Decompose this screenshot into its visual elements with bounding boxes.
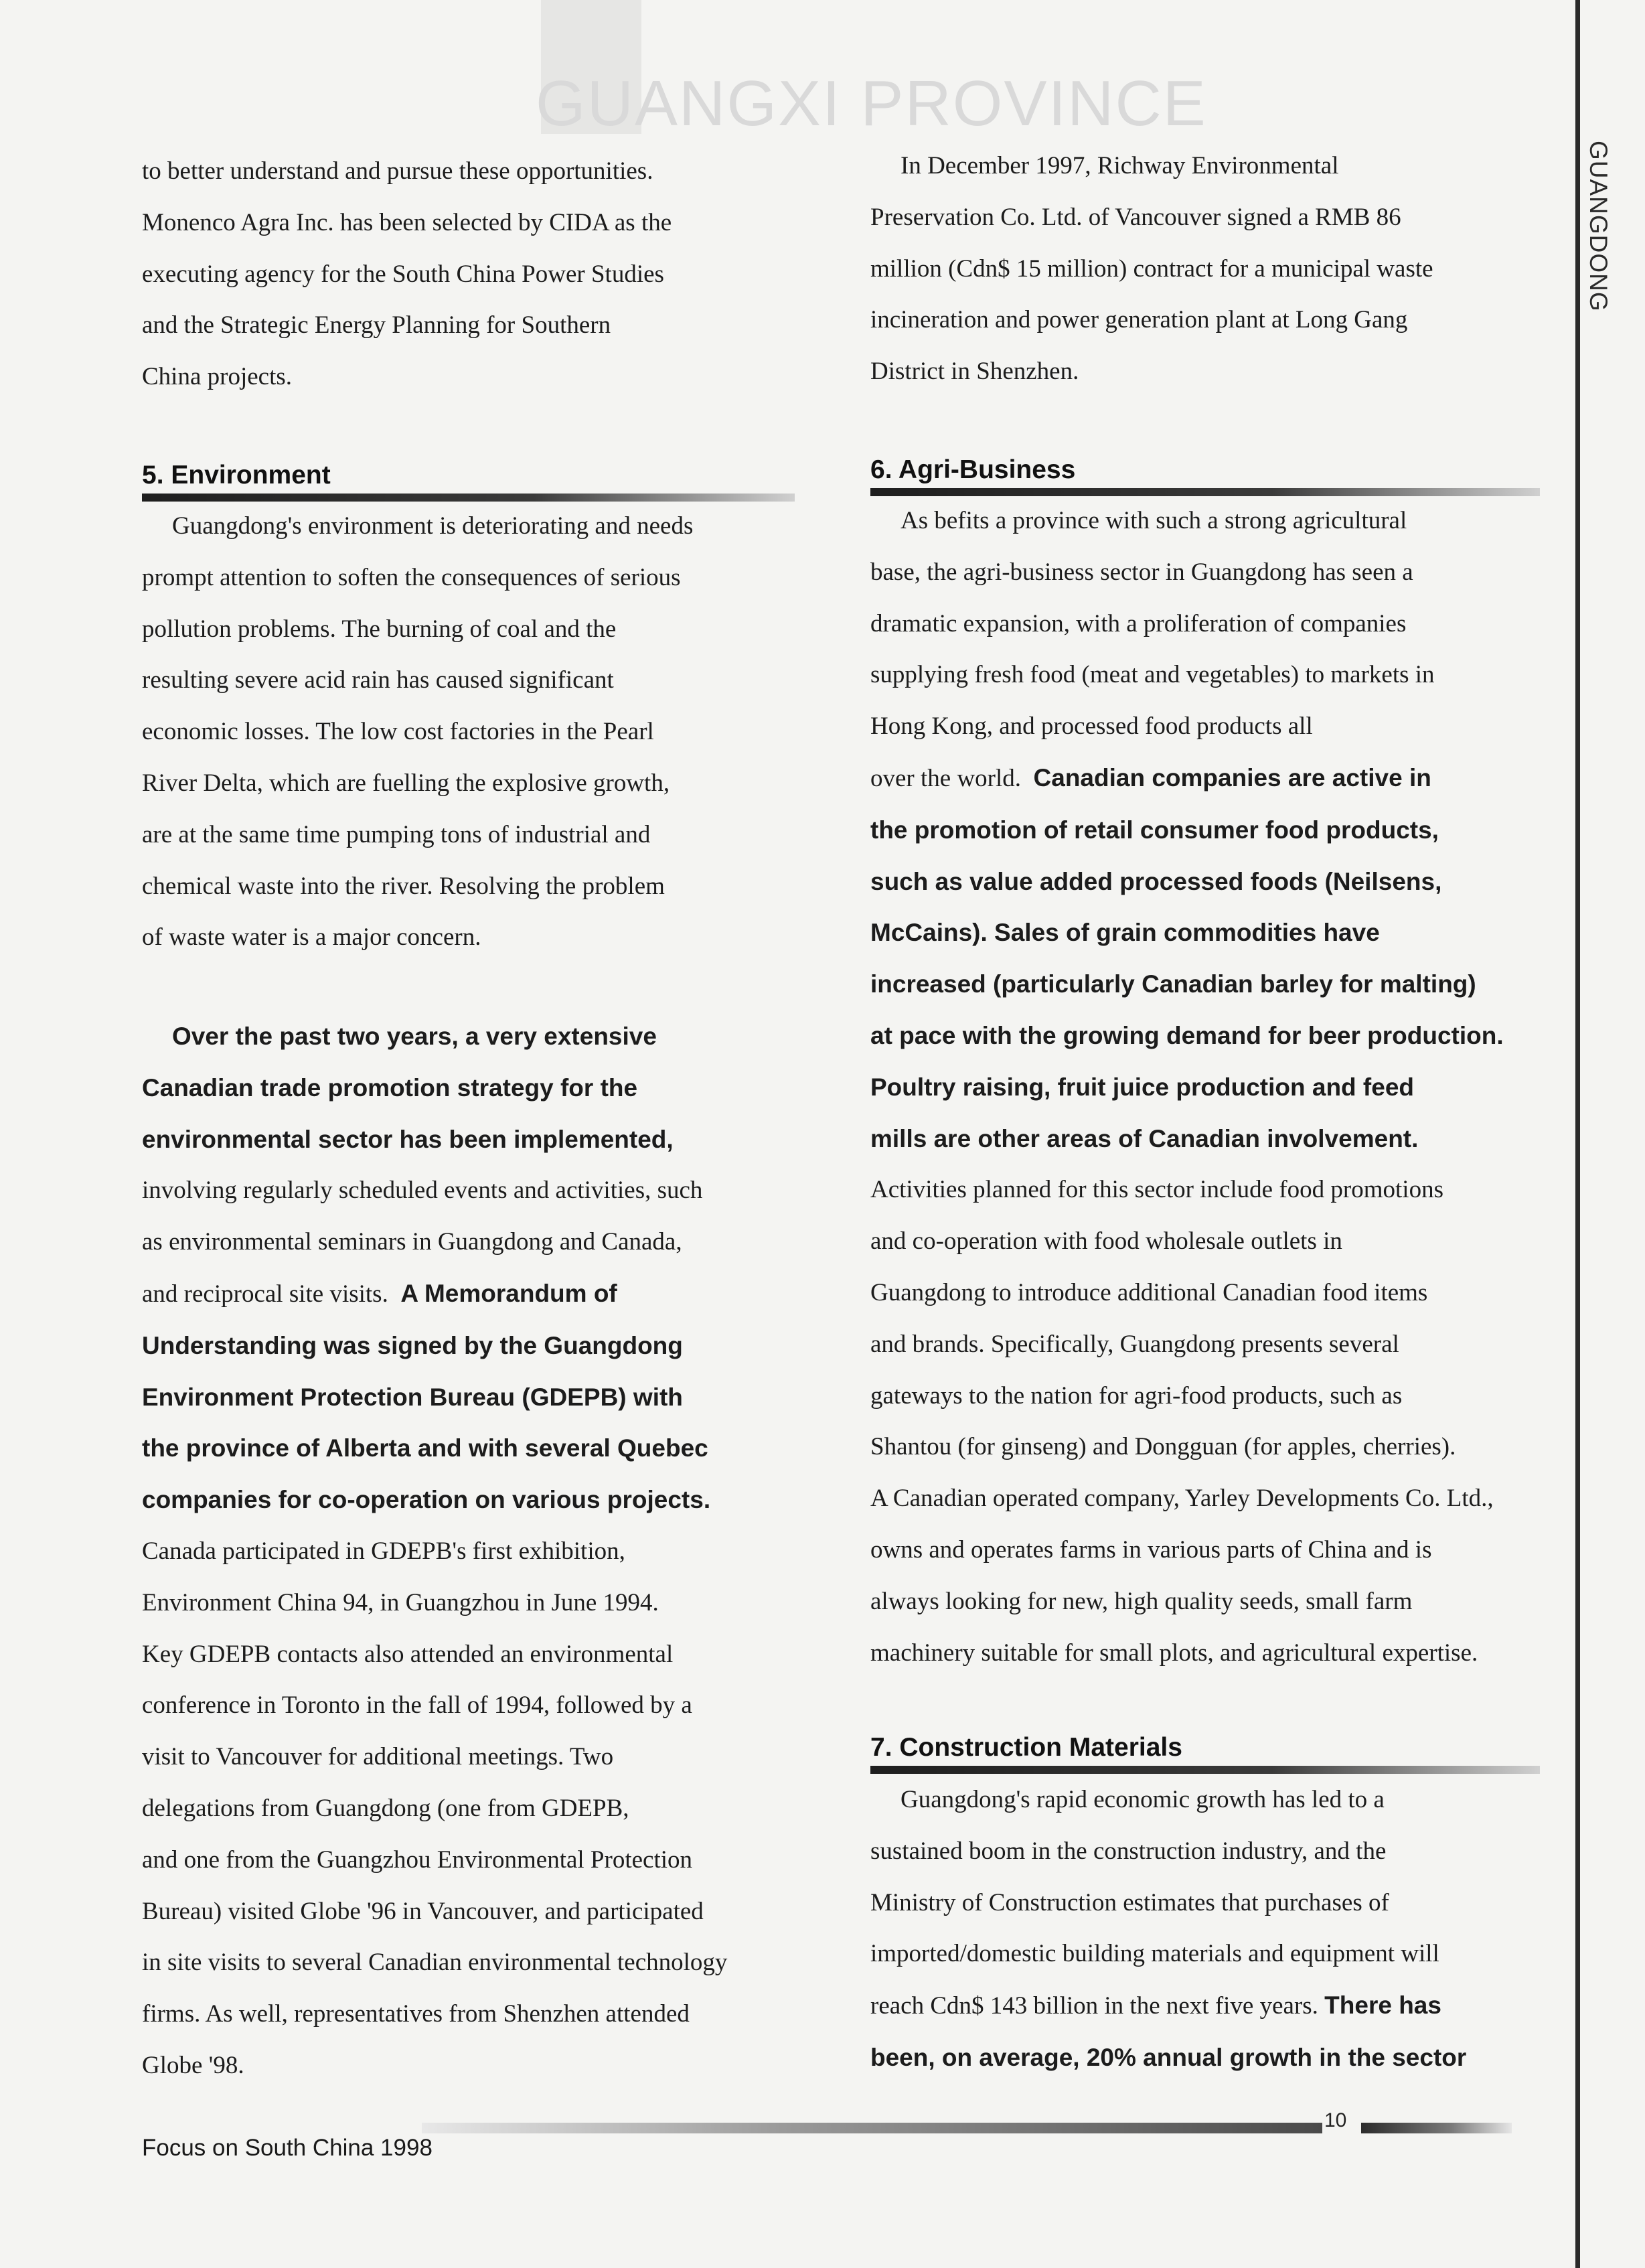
text-run: over the world. <box>870 764 1022 792</box>
text-line: Environment China 94, in Guangzhou in June 1994. <box>142 1588 659 1616</box>
heading-rule <box>870 1766 1540 1774</box>
text-line: always looking for new, high quality seeds, small farm <box>870 1587 1413 1615</box>
construction-heading-block <box>870 1733 1540 1774</box>
ghost-header-text: GUANGXI PROVINCE <box>536 68 1207 139</box>
environment-paragraph <box>142 501 693 964</box>
text-line: economic losses. The low cost factories in the Pearl <box>142 718 654 746</box>
text-line: are at the same time pumping tons of industrial and <box>142 820 651 848</box>
mixed-line <box>870 753 1504 805</box>
text-line: China projects. <box>142 363 293 391</box>
text-line: Guangdong's environment is deteriorating and needs <box>172 512 694 540</box>
text-line: resulting severe acid rain has caused significant <box>142 666 614 694</box>
environment-heading-block <box>142 461 795 502</box>
text-line: executing agency for the South China Power Studies <box>142 260 664 288</box>
bold-line: companies for co-operation on various projects. <box>142 1486 711 1514</box>
bold-line: been, on average, 20% annual growth in the sector <box>870 2043 1467 2071</box>
text-line: Guangdong to introduce additional Canadian food items <box>870 1278 1428 1306</box>
bold-line: at pace with the growing demand for beer production. <box>870 1021 1504 1049</box>
text-line: Monenco Agra Inc. has been selected by CIDA as the <box>142 208 672 236</box>
text-line: dramatic expansion, with a proliferation of companies <box>870 609 1407 637</box>
text-line: million (Cdn$ 15 million) contract for a municipal waste <box>870 254 1433 283</box>
text-line: Globe '98. <box>142 2051 244 2079</box>
text-line: imported/domestic building materials and equipment will <box>870 1940 1439 1968</box>
footer-publication-title: Focus on South China 1998 <box>142 2135 433 2161</box>
text-line: Hong Kong, and processed food products all <box>870 712 1313 741</box>
bold-line: Understanding was signed by the Guangdong <box>142 1331 683 1359</box>
text-line: visit to Vancouver for additional meetings. Two <box>142 1743 614 1771</box>
section-heading-environment: 5. Environment <box>142 461 331 489</box>
bold-line: environmental sector has been implemented, <box>142 1125 674 1153</box>
text-line: Bureau) visited Globe '96 in Vancouver, and participated <box>142 1897 704 1925</box>
text-run: reach Cdn$ 143 billion in the next five years. <box>870 1992 1318 2020</box>
bold-line: increased (particularly Canadian barley for malting) <box>870 970 1476 998</box>
bold-line: Poultry raising, fruit juice production and feed <box>870 1073 1415 1101</box>
right-intro-paragraph <box>870 141 1433 398</box>
text-line: Ministry of Construction estimates that purchases of <box>870 1888 1389 1916</box>
bold-run: There has <box>1324 1991 1441 2020</box>
text-line: base, the agri-business sector in Guangdong has seen a <box>870 558 1413 586</box>
side-tab-label: GUANGDONG <box>1585 141 1612 312</box>
bold-run: Canadian companies are active in <box>1033 763 1431 791</box>
text-line: owns and operates farms in various parts of China and is <box>870 1535 1432 1564</box>
bold-line: mills are other areas of Canadian involvement. <box>870 1124 1419 1152</box>
text-line: as environmental seminars in Guangdong and Canada, <box>142 1228 682 1256</box>
text-line: District in Shenzhen. <box>870 358 1079 386</box>
text-line: involving regularly scheduled events and activities, such <box>142 1177 703 1205</box>
agri-heading-block <box>870 455 1540 496</box>
text-line: delegations from Guangdong (one from GDEPB, <box>142 1794 629 1822</box>
text-line: machinery suitable for small plots, and agricultural expertise. <box>870 1639 1478 1667</box>
text-line: Canada participated in GDEPB's first exhibition, <box>142 1537 625 1565</box>
section-heading-agri-business: 6. Agri-Business <box>870 455 1076 484</box>
text-line: and one from the Guangzhou Environmental Protection <box>142 1845 693 1874</box>
agri-paragraph <box>870 496 1504 1679</box>
text-line: Activities planned for this sector include food promotions <box>870 1176 1443 1204</box>
construction-paragraph <box>870 1774 1466 2084</box>
text-line: pollution problems. The burning of coal and the <box>142 615 617 643</box>
bold-line: McCains). Sales of grain commodities have <box>870 919 1380 947</box>
text-line: River Delta, which are fuelling the explosive growth, <box>142 769 670 797</box>
text-line: firms. As well, representatives from Shenzhen attended <box>142 2000 690 2028</box>
text-line: conference in Toronto in the fall of 1994, followed by a <box>142 1691 692 1720</box>
text-line: in site visits to several Canadian environmental technology <box>142 1949 728 1977</box>
page-number: 10 <box>1324 2109 1347 2131</box>
text-line: and co-operation with food wholesale outlets in <box>870 1227 1342 1256</box>
mixed-line <box>870 1980 1466 2032</box>
text-line: Shantou (for ginseng) and Dongguan (for apples, cherries). <box>870 1433 1456 1461</box>
footer-rule-right <box>1361 2123 1512 2133</box>
text-line: gateways to the nation for agri-food products, such as <box>870 1381 1403 1410</box>
text-line: A Canadian operated company, Yarley Developments Co. Ltd., <box>870 1485 1494 1513</box>
text-line: Key GDEPB contacts also attended an environmental <box>142 1640 674 1668</box>
left-intro-paragraph <box>142 146 672 403</box>
text-line: and the Strategic Energy Planning for Southern <box>142 311 611 339</box>
mixed-line <box>142 1268 727 1320</box>
text-line: prompt attention to soften the consequences of serious <box>142 563 681 591</box>
text-line: In December 1997, Richway Environmental <box>900 152 1339 179</box>
bold-line: the promotion of retail consumer food products, <box>870 816 1439 844</box>
text-line: and brands. Specifically, Guangdong presents several <box>870 1330 1399 1358</box>
promotion-paragraph <box>142 1011 727 2092</box>
text-line: sustained boom in the construction industry, and the <box>870 1837 1387 1865</box>
bold-run: A Memorandum of <box>400 1279 617 1307</box>
right-edge-rule <box>1575 0 1580 2268</box>
text-run: and reciprocal site visits. <box>142 1280 388 1308</box>
text-line: As befits a province with such a strong agricultural <box>900 507 1407 534</box>
bold-line: Canadian trade promotion strategy for the <box>142 1073 638 1102</box>
footer-rule-left <box>422 2123 1322 2133</box>
bold-line: the province of Alberta and with several Quebec <box>142 1434 708 1462</box>
text-line: supplying fresh food (meat and vegetables) to markets in <box>870 661 1435 689</box>
bold-line: Environment Protection Bureau (GDEPB) with <box>142 1383 683 1411</box>
text-line: to better understand and pursue these opportunities. <box>142 157 653 185</box>
section-heading-construction-materials: 7. Construction Materials <box>870 1733 1182 1762</box>
text-line: chemical waste into the river. Resolving the problem <box>142 872 665 900</box>
bold-line: such as value added processed foods (Neilsens, <box>870 867 1442 895</box>
text-line: of waste water is a major concern. <box>142 923 481 952</box>
bold-line: Over the past two years, a very extensive <box>172 1023 657 1050</box>
text-line: Guangdong's rapid economic growth has led to a <box>900 1786 1385 1813</box>
text-line: Preservation Co. Ltd. of Vancouver signed a RMB 86 <box>870 203 1401 231</box>
text-line: incineration and power generation plant at Long Gang <box>870 306 1408 334</box>
